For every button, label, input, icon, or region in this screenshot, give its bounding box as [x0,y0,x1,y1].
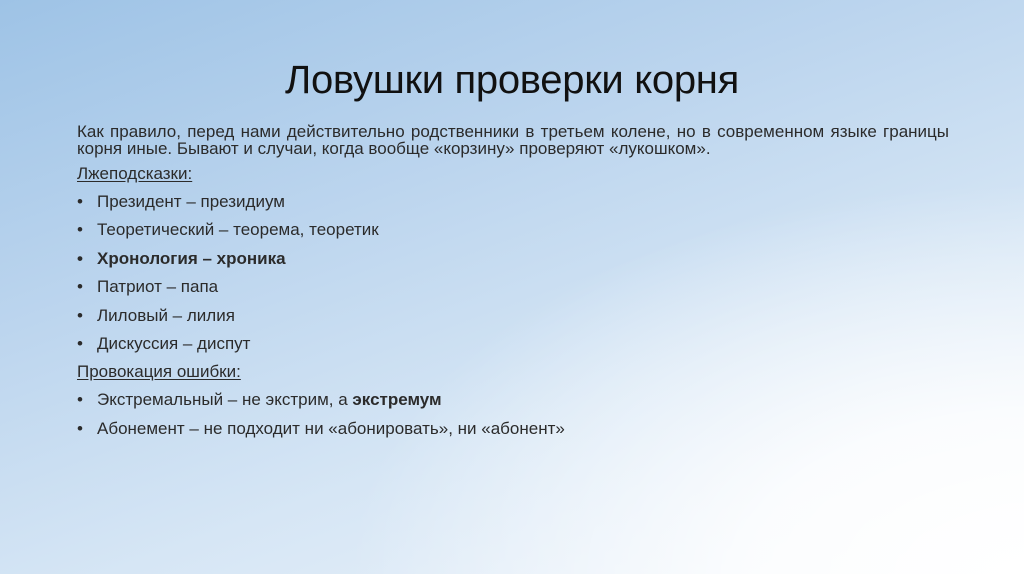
list-item-text: Абонемент – не подходит ни «абонировать», ни «абонент» [97,418,565,438]
list-item [77,191,949,212]
list-item-text: Хронология – хроника [97,248,286,268]
list-item [77,418,949,439]
list-item-text: Лиловый – лилия [97,305,235,325]
slide-title: Ловушки проверки корня [285,58,739,102]
list-item-text: Президент – президиум [97,192,285,211]
bullet-icon: • [77,333,83,353]
section-heading-false-hints: Лжеподсказки: [77,164,193,183]
slide-content [77,123,949,446]
bullet-icon: • [77,248,83,268]
bullet-icon: • [77,192,83,211]
bullet-icon: • [77,305,83,325]
list-item-text: Дискуссия – диспут [97,333,251,353]
list-item-bold-text: экстремум [352,390,442,410]
intro-paragraph: Как правило, перед нами действительно родственники в третьем колене, но в современном языке границы корня иные. Бывают и случаи, когда вообще «корзину» проверяют «лукошком». [77,122,949,158]
section-heading-error-provocation: Провокация ошибки: [77,362,241,382]
list-item [77,305,949,326]
bullet-icon: • [77,390,83,410]
list-item-text: Экстремальный – не экстрим, а [97,390,353,410]
list-item [77,248,949,269]
list-item [77,276,949,297]
bullet-icon: • [77,418,83,438]
list-item [77,219,949,240]
bullet-icon: • [77,277,83,297]
list-item [77,389,949,410]
list-item-text: Теоретический – теорема, теоретик [97,220,379,240]
error-provocation-list [77,389,949,438]
list-item-text: Патриот – папа [97,277,219,297]
false-hints-list [77,191,949,354]
bullet-icon: • [77,220,83,240]
list-item [77,333,949,354]
